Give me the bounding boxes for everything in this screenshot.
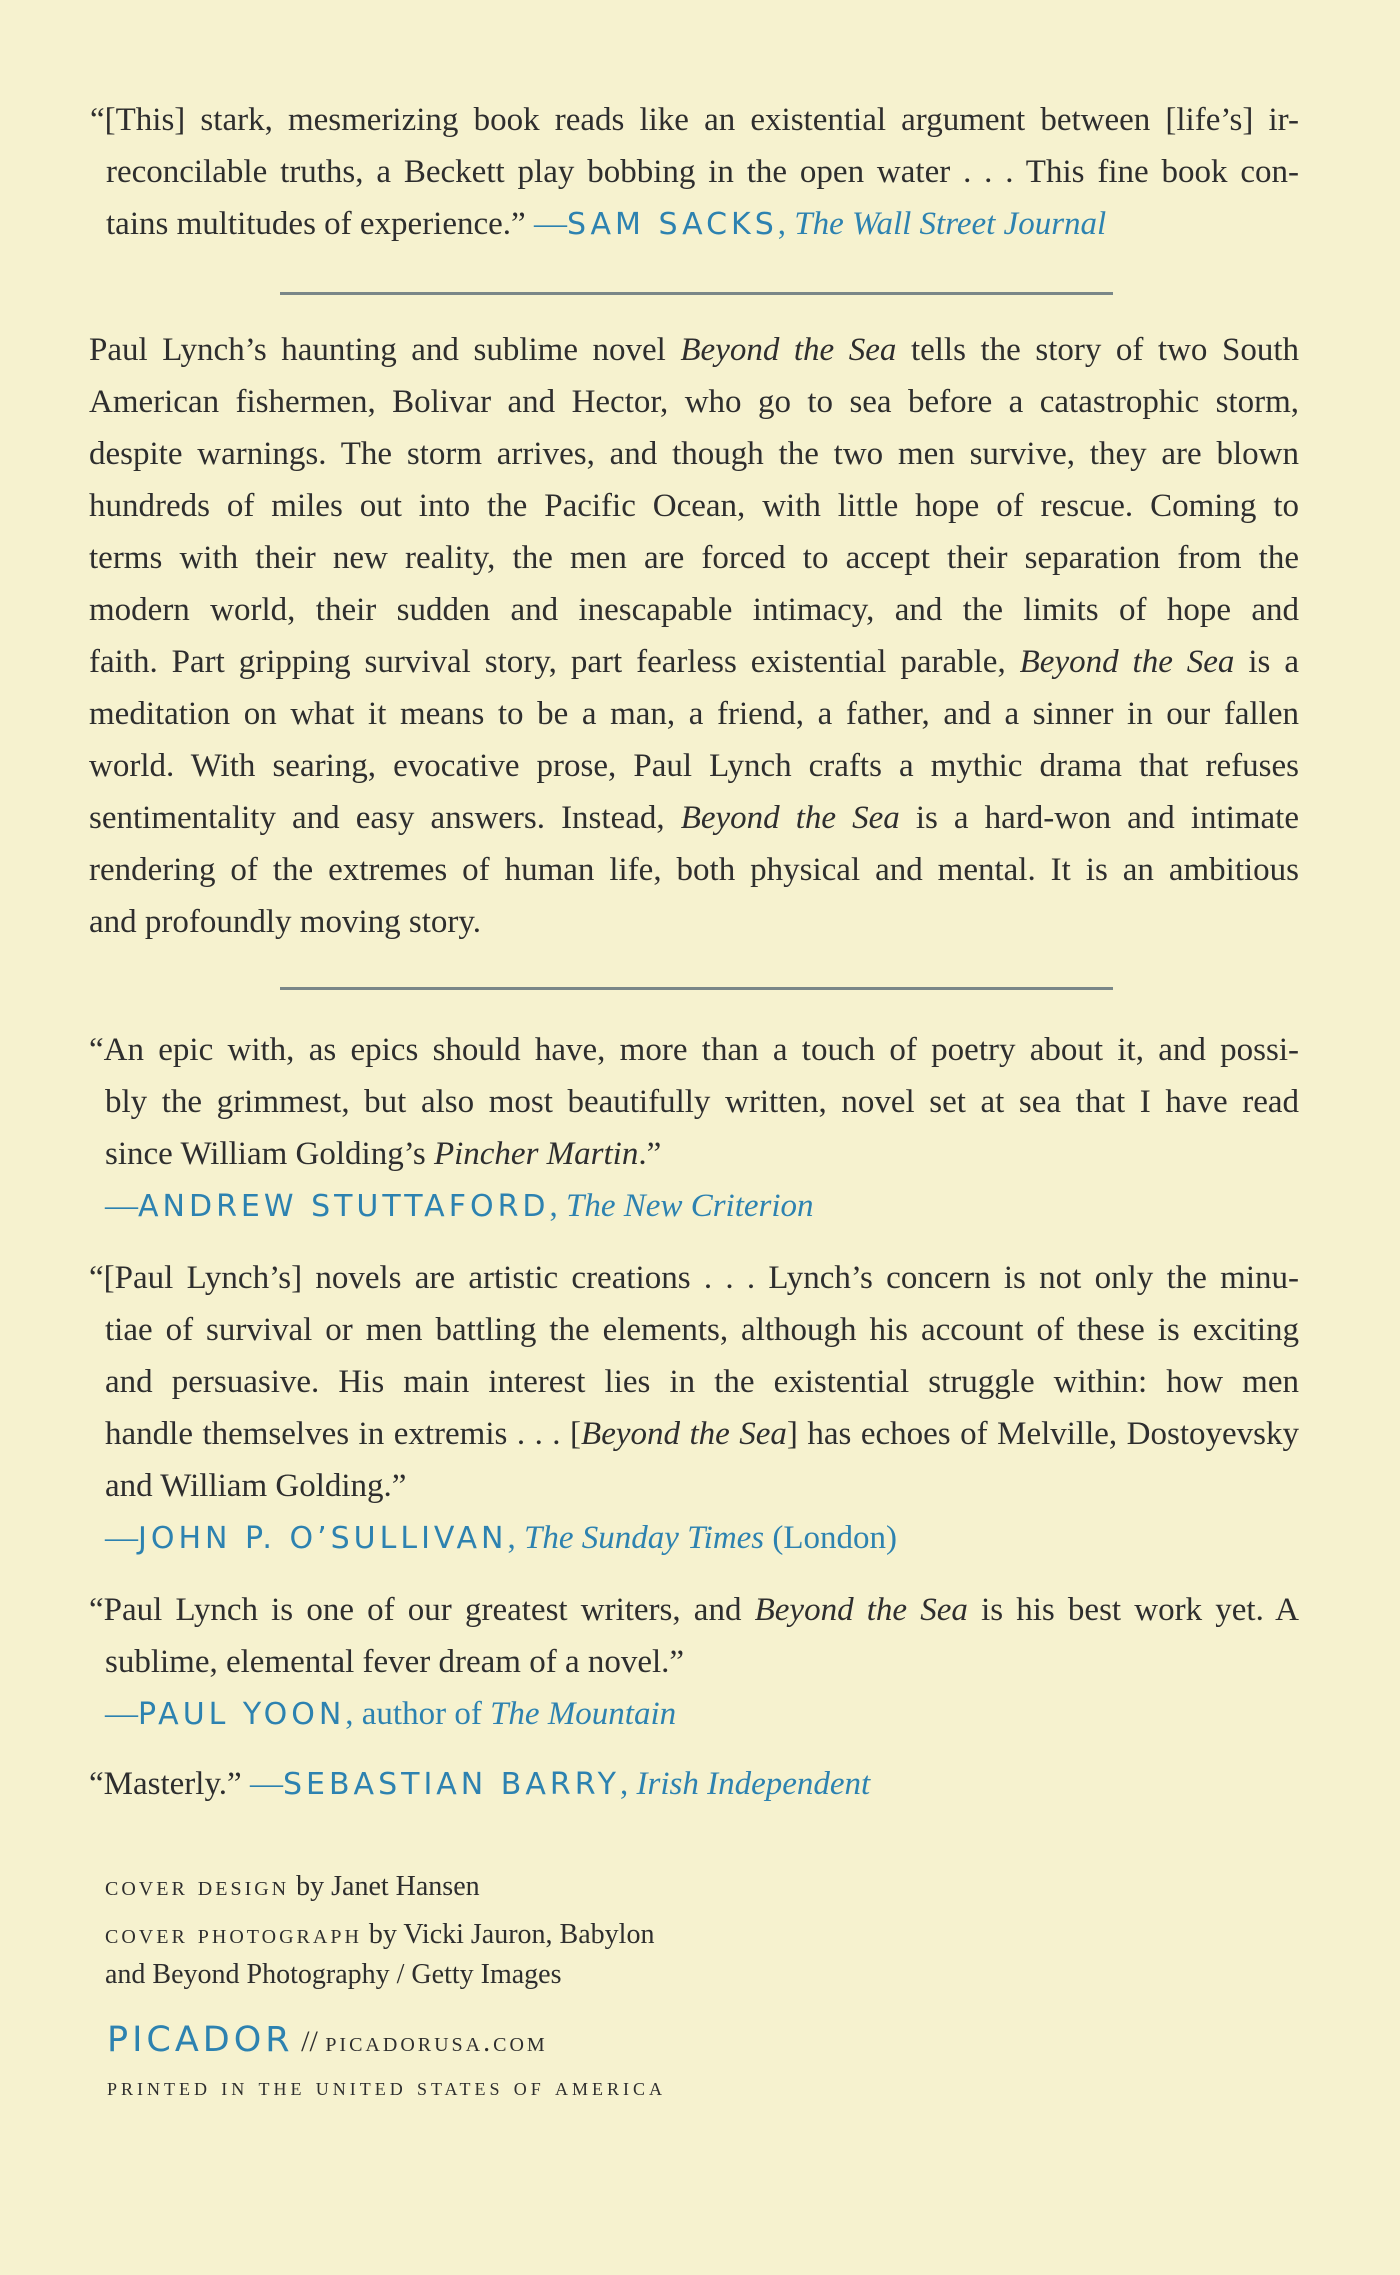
review-quote-osullivan — [89, 1252, 1299, 1565]
cover-photo-credit — [105, 1913, 805, 1957]
quote-line — [89, 1758, 1299, 1811]
text-line — [89, 428, 1299, 480]
attribution-separator: , — [549, 1188, 567, 1224]
publisher-website: picadorusa.com — [325, 2027, 548, 2058]
attribution — [89, 1512, 1299, 1565]
publication-name: The Sunday Times — [523, 1520, 765, 1556]
text-run: sublime, elemental fever dream of a novel.” — [105, 1644, 685, 1680]
text-run: “[Paul Lynch’s] novels are artistic creations . . . Lynch’s concern is not only the minu- — [89, 1260, 1299, 1296]
attribution-separator: , author of — [345, 1696, 491, 1732]
printed-in: printed in the united states of america — [107, 2074, 667, 2101]
text-run: sentimentality and easy answers. Instead, — [89, 800, 681, 836]
text-line — [89, 740, 1299, 792]
attribution-separator: , — [507, 1520, 524, 1556]
book-title: Beyond the Sea — [680, 800, 900, 836]
text-run: is a — [1234, 644, 1299, 680]
book-title: Beyond the Sea — [754, 1592, 968, 1628]
text-run: ] has echoes of Melville, Dostoyevsky — [786, 1416, 1299, 1452]
text-run: “Paul Lynch is one of our greatest writers, and — [89, 1592, 755, 1628]
publication-name: The Wall Street Journal — [794, 206, 1107, 242]
cover-design-label: cover design — [105, 1871, 290, 1902]
text-run: “An epic with, as epics should have, more than a touch of poetry about it, and possi- — [89, 1032, 1299, 1068]
publisher-imprint — [107, 2020, 548, 2060]
book-description — [89, 324, 1299, 948]
cover-photo-name: by Vicki Jauron, Babylon — [361, 1919, 655, 1950]
attribution — [89, 1180, 1299, 1233]
text-run: modern world, their sudden and inescapable intimacy, and the limits of hope and — [89, 592, 1299, 628]
attribution-dash: — — [105, 1188, 138, 1224]
text-line — [89, 584, 1299, 636]
quote-line-text: “Masterly.” — [89, 1766, 242, 1802]
reviewer-name: JOHN P. O’SULLIVAN — [138, 1521, 508, 1556]
review-quote-barry — [89, 1758, 1299, 1811]
text-run: rendering of the extremes of human life, both physical and mental. It is an ambitious — [89, 852, 1299, 888]
text-line — [89, 1304, 1299, 1356]
quote-line: “[This] stark, mesmerizing book reads like an existential argument between [life’s] ir- — [90, 102, 1299, 138]
text-run: world. With searing, evocative prose, Paul Lynch crafts a mythic drama that refuses — [89, 748, 1299, 784]
publication-location: (London) — [764, 1520, 898, 1556]
text-line — [89, 376, 1299, 428]
text-line — [89, 1636, 1299, 1688]
cover-credits — [105, 1865, 805, 1997]
text-run: American fishermen, Bolivar and Hector, who go to sea before a catastrophic storm, — [89, 384, 1299, 420]
review-quote-sacks — [89, 94, 1299, 251]
reviewer-name: SEBASTIAN BARRY — [282, 1767, 620, 1802]
text-run: .” — [638, 1136, 662, 1172]
text-line — [89, 844, 1299, 896]
quote-text — [89, 94, 1299, 251]
text-run: despite warnings. The storm arrives, and though the two men survive, they are blown — [89, 436, 1299, 472]
attribution-dash: — — [241, 1766, 283, 1802]
quote-line — [105, 198, 1299, 251]
imprint-separator: // — [293, 2025, 326, 2058]
publisher-logo: PICADOR — [107, 2020, 294, 2060]
text-line — [89, 1460, 1299, 1512]
quote-line-text: tains multitudes of experience.” — [106, 206, 526, 242]
text-line — [89, 896, 1299, 948]
publication-name: Irish Independent — [636, 1766, 871, 1802]
publication-name: The New Criterion — [566, 1188, 814, 1224]
book-title: Beyond the Sea — [680, 332, 897, 368]
review-quote-stuttaford — [89, 1024, 1299, 1233]
text-line — [89, 1408, 1299, 1460]
reviewer-name: SAM SACKS — [566, 207, 778, 242]
publication-name: The Mountain — [490, 1696, 677, 1732]
text-line — [89, 1584, 1299, 1636]
text-run: tiae of survival or men battling the elements, although his account of these is exciting — [105, 1312, 1299, 1348]
cover-photo-credit-line2: and Beyond Photography / Getty Images — [105, 1959, 562, 1990]
quote-text — [89, 1252, 1299, 1512]
text-line — [89, 792, 1299, 844]
reviewer-name: PAUL YOON — [138, 1697, 346, 1732]
book-title: Beyond the Sea — [1019, 644, 1235, 680]
attribution — [89, 1688, 1299, 1741]
text-line — [89, 636, 1299, 688]
book-title: Beyond the Sea — [581, 1416, 787, 1452]
quote-text — [89, 1584, 1299, 1688]
attribution-dash: — — [533, 206, 567, 242]
text-run: is his best work yet. A — [967, 1592, 1299, 1628]
text-run: handle themselves in extremis . . . [ — [105, 1416, 582, 1452]
text-line — [89, 1076, 1299, 1128]
text-run: terms with their new reality, the men are forced to accept their separation from the — [89, 540, 1299, 576]
text-run: and persuasive. His main interest lies in the existential struggle within: how men — [105, 1364, 1299, 1400]
divider-rule — [280, 292, 1113, 295]
review-quote-yoon — [89, 1584, 1299, 1741]
text-run: bly the grimmest, but also most beautifully written, novel set at sea that I have read — [105, 1084, 1299, 1120]
cover-design-credit — [105, 1865, 805, 1909]
attribution-separator: , — [620, 1766, 637, 1802]
text-line — [89, 1356, 1299, 1408]
text-line — [89, 1024, 1299, 1076]
text-run: and profoundly moving story. — [89, 904, 481, 940]
text-run: Paul Lynch’s haunting and sublime novel — [89, 332, 681, 368]
text-run: tells the story of two South — [896, 332, 1300, 368]
text-run: since William Golding’s — [105, 1136, 434, 1172]
book-title: Pincher Martin — [433, 1136, 639, 1172]
cover-photo-label: cover photograph — [105, 1919, 362, 1950]
text-run: and William Golding.” — [105, 1468, 407, 1504]
text-run: faith. Part gripping survival story, part fearless existential parable, — [89, 644, 1020, 680]
text-line — [89, 324, 1299, 376]
text-line — [89, 688, 1299, 740]
attribution-dash: — — [105, 1696, 138, 1732]
quote-line: reconcilable truths, a Beckett play bobbing in the open water . . . This fine book con- — [106, 154, 1299, 190]
quote-text — [89, 1024, 1299, 1180]
text-run: meditation on what it means to be a man, a friend, a father, and a sinner in our fallen — [89, 696, 1299, 732]
text-run: hundreds of miles out into the Pacific Ocean, with little hope of rescue. Coming to — [89, 488, 1299, 524]
text-line — [89, 480, 1299, 532]
reviewer-name: ANDREW STUTTAFORD — [138, 1189, 550, 1224]
text-line — [89, 532, 1299, 584]
text-line — [89, 1252, 1299, 1304]
attribution-dash: — — [105, 1520, 138, 1556]
divider-rule — [280, 987, 1113, 990]
attribution-separator: , — [777, 206, 795, 242]
text-line — [89, 1128, 1299, 1180]
attribution — [534, 206, 1106, 242]
cover-design-name: by Janet Hansen — [289, 1871, 480, 1902]
text-run: is a hard-won and intimate — [899, 800, 1299, 836]
